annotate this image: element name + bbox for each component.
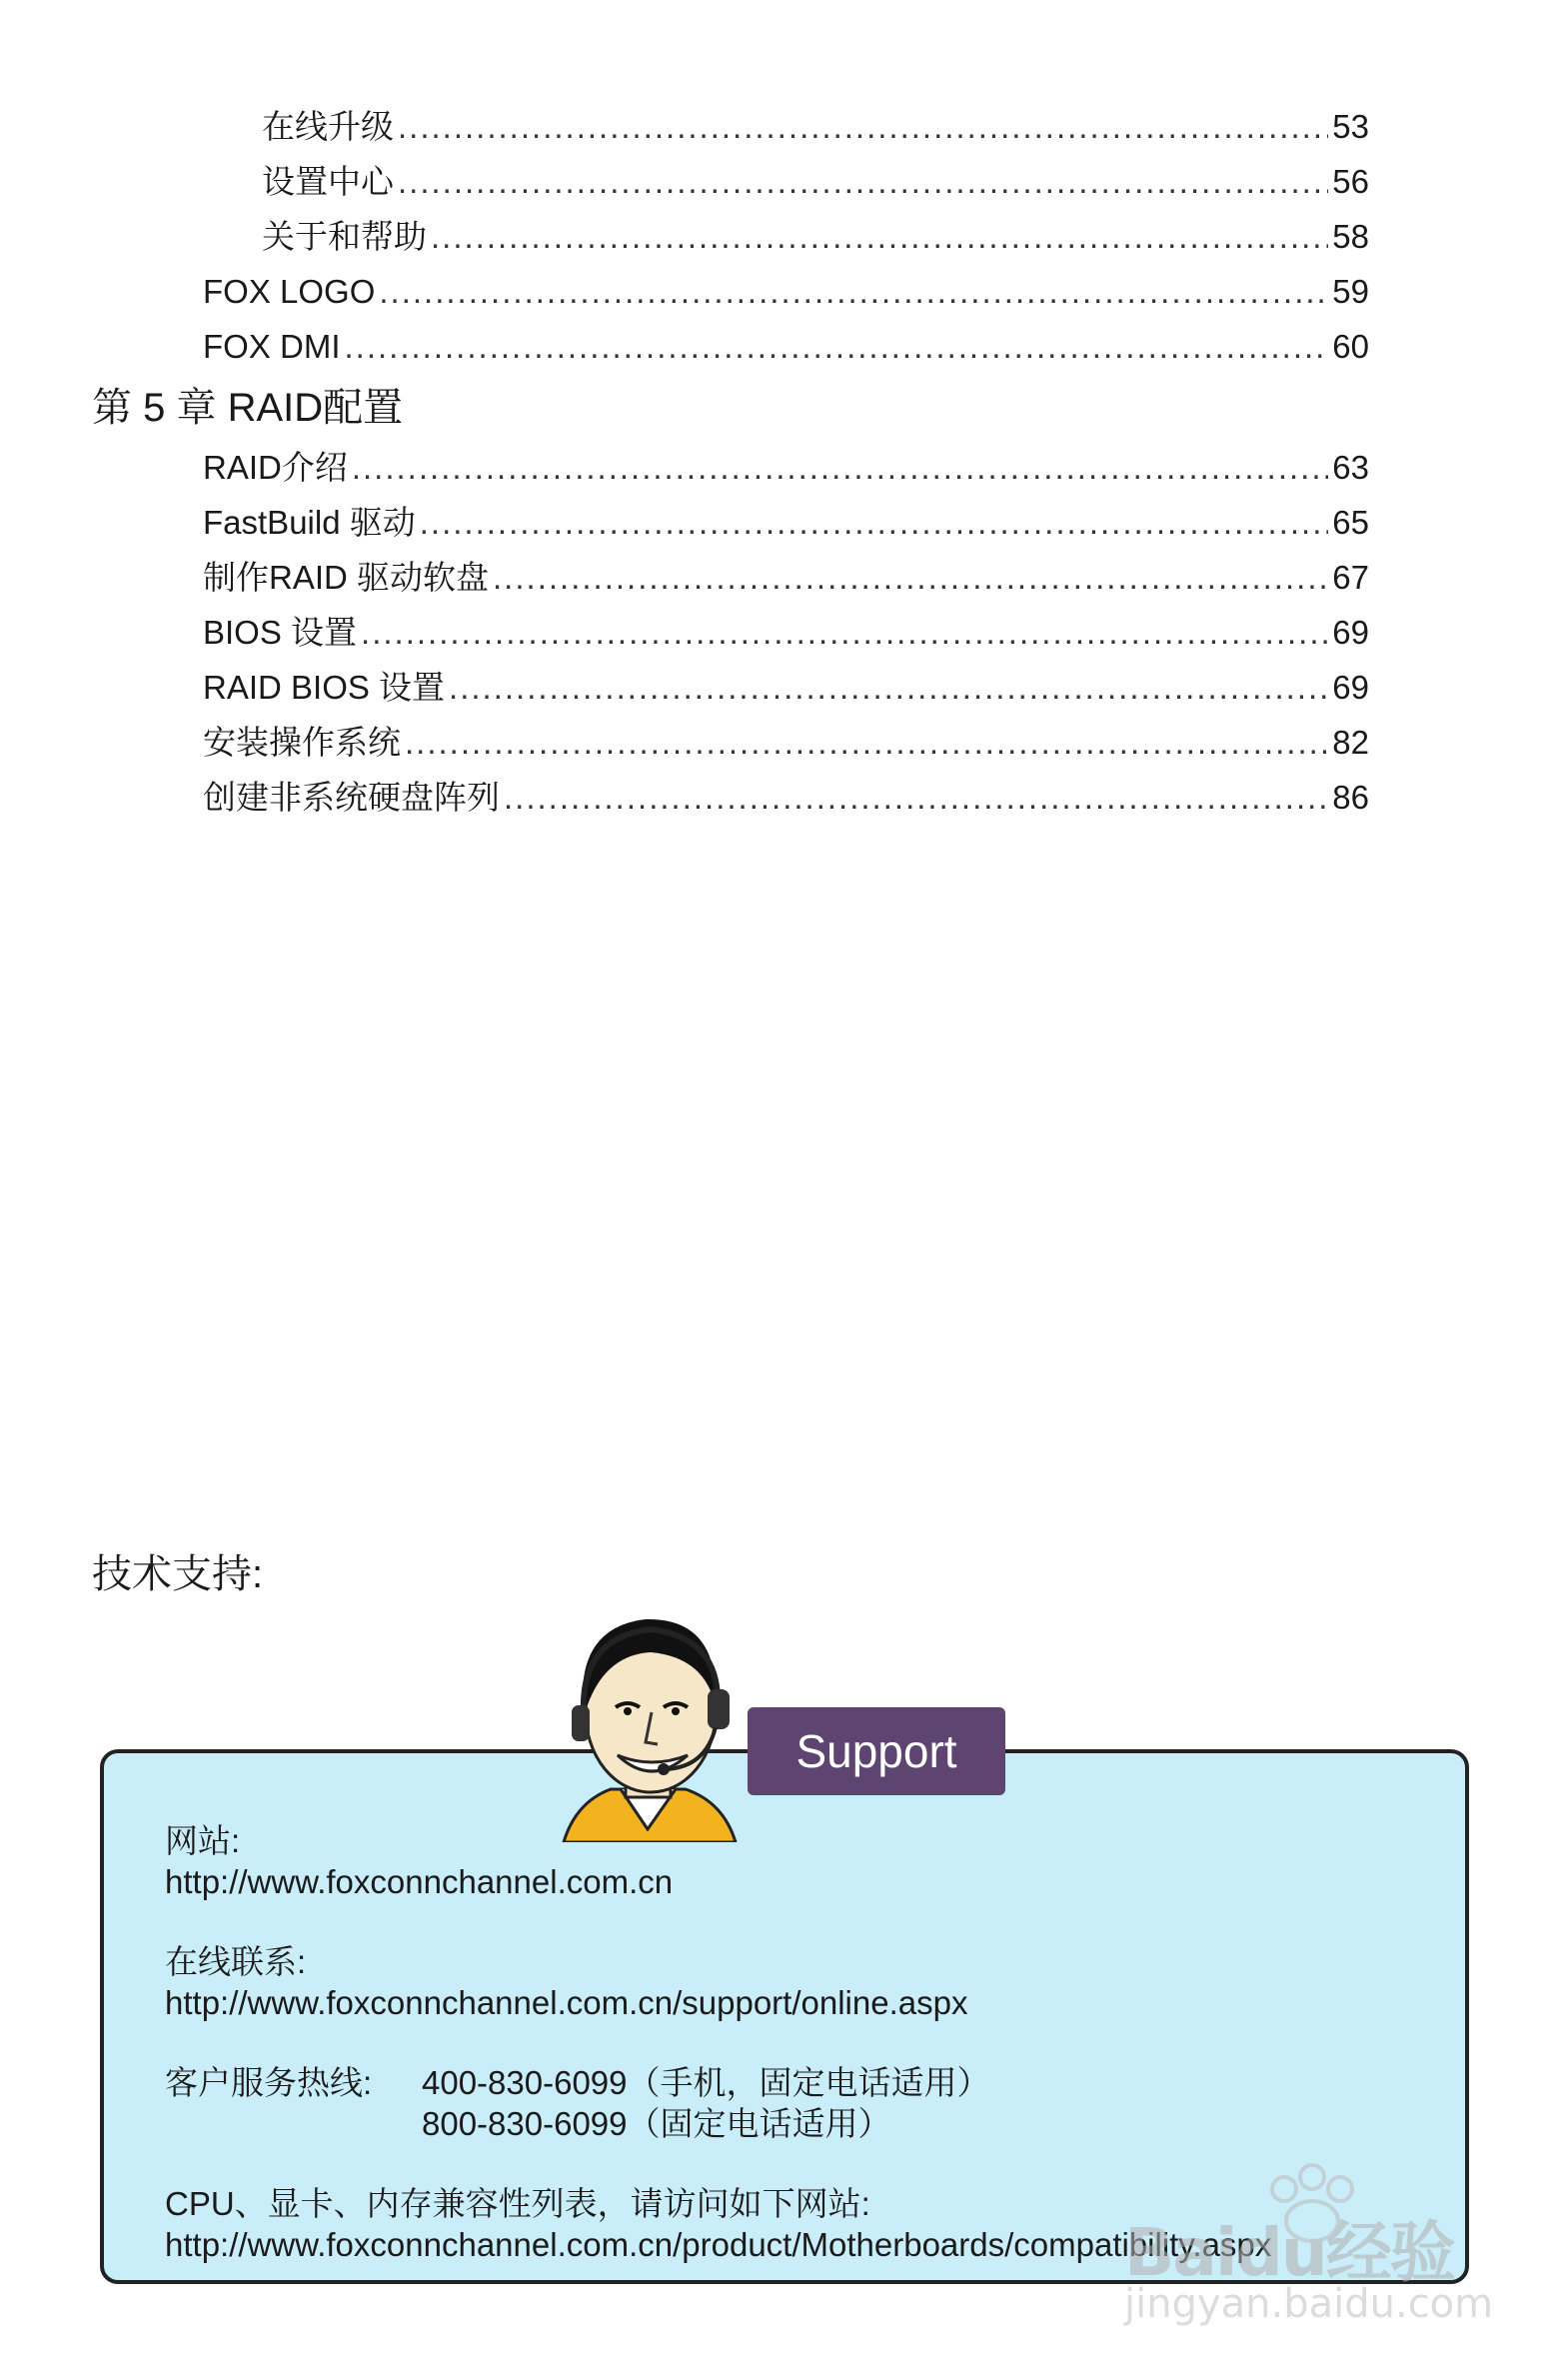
toc-entry-label: FOX DMI [203,328,341,365]
online-contact-label: 在线联系: [165,1943,307,1980]
toc-entry[interactable] [203,448,1369,488]
toc-entry-page: 86 [1332,779,1369,816]
compatibility-label: CPU、显卡、内存兼容性列表，请访问如下网站: [165,2185,870,2222]
toc-entry-page: 69 [1332,614,1369,651]
toc-entry-page: 82 [1332,724,1369,761]
toc-entry-page: 59 [1332,273,1369,310]
compatibility-link[interactable]: http://www.foxconnchannel.com.cn/product/Motherboards/compatibility.aspx [165,2226,1272,2263]
toc-entry-label: RAID介绍 [203,449,348,486]
toc-entry[interactable] [203,327,1369,367]
support-agent-avatar-icon [556,1597,741,1842]
toc-entry-page: 67 [1332,559,1369,596]
toc-entry-label: FastBuild 驱动 [203,504,416,541]
toc-entry-label: 关于和帮助 [262,218,427,255]
toc-entry[interactable] [262,162,1369,202]
toc-entry[interactable] [203,778,1369,818]
toc-entry-page: 69 [1332,669,1369,706]
online-contact-link[interactable]: http://www.foxconnchannel.com.cn/support/online.aspx [165,1984,968,2021]
toc-entry-page: 60 [1332,328,1369,365]
hotline-label: 客户服务热线: [165,2064,373,2101]
website-label: 网站: [165,1822,241,1859]
hotline-number-primary: 400-830-6099（手机，固定电话适用） [422,2064,990,2101]
toc-leader-dots [398,162,1328,202]
toc-entry-label: FOX LOGO [203,273,376,310]
toc-entry[interactable] [203,723,1369,763]
toc-leader-dots [405,723,1328,763]
watermark-domain: jingyan.baidu.com [1124,2281,1494,2327]
toc-leader-dots [398,107,1328,147]
website-link[interactable]: http://www.foxconnchannel.com.cn [165,1863,674,1900]
toc-entry[interactable] [203,558,1369,598]
toc-entry-label: 制作RAID 驱动软盘 [203,559,490,596]
watermark-logo: Baidu经验 [1124,2214,1454,2291]
toc-leader-dots [352,448,1328,488]
toc-entry-page: 63 [1332,449,1369,486]
hotline-number-secondary: 800-830-6099（固定电话适用） [422,2105,891,2142]
baidu-jingyan-watermark [1104,2159,1524,2334]
support-heading: 技术支持: [92,1552,264,1596]
toc-entry-page: 65 [1332,504,1369,541]
toc-entry[interactable] [203,613,1369,653]
toc-entry-page: 58 [1332,218,1369,255]
toc-entry-label: 在线升级 [262,108,394,145]
toc-entry-page: 56 [1332,163,1369,200]
toc-entry[interactable] [203,503,1369,543]
toc-entry-label: RAID BIOS 设置 [203,669,446,706]
toc-entry-label: 设置中心 [262,163,394,200]
toc-entry[interactable] [203,668,1369,708]
toc-entry-page: 53 [1332,108,1369,145]
toc-leader-dots [504,778,1328,818]
support-badge: Support [748,1707,1005,1795]
toc-leader-dots [379,272,1328,312]
toc-entry[interactable] [203,272,1369,312]
toc-leader-dots [493,558,1328,598]
toc-entry[interactable] [262,217,1369,257]
toc-leader-dots [449,668,1328,708]
chapter-heading[interactable]: 第 5 章 RAID配置 [92,386,404,430]
toc-entry[interactable] [262,107,1369,147]
toc-leader-dots [431,217,1328,257]
toc-leader-dots [345,327,1329,367]
toc-entry-label: 安装操作系统 [203,724,401,761]
toc-leader-dots [361,613,1328,653]
toc-leader-dots [420,503,1329,543]
toc-entry-label: BIOS 设置 [203,614,358,651]
toc-entry-label: 创建非系统硬盘阵列 [203,779,500,816]
